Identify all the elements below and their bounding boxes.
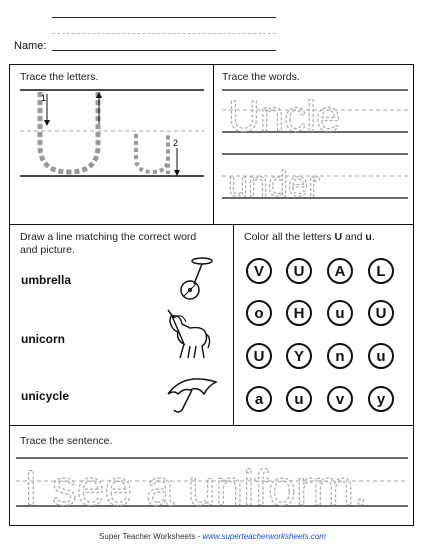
color-letters-prompt: Color all the letters U and u. <box>244 231 375 243</box>
letter-circle[interactable]: A <box>327 258 353 284</box>
footer-url-link[interactable]: www.superteacherworksheets.com <box>202 532 326 541</box>
letter-circle[interactable]: L <box>368 258 394 284</box>
footer: Super Teacher Worksheets - www.superteacherworksheets.com <box>99 532 326 541</box>
target-letter-upper: U <box>334 231 343 243</box>
unicycle-picture[interactable] <box>170 256 218 302</box>
word-tracing-area[interactable] <box>220 84 410 214</box>
letter-tracing-area[interactable] <box>12 84 210 194</box>
match-word-unicorn[interactable]: unicorn <box>21 332 65 346</box>
matching-prompt: Draw a line matching the correct word and picture. <box>20 231 197 256</box>
lower-u-outline <box>136 134 168 174</box>
upper-u-outline <box>40 92 98 172</box>
letter-circle[interactable]: v <box>327 386 353 412</box>
target-letter-lower: u <box>365 231 372 243</box>
letter-circle[interactable]: H <box>286 300 312 326</box>
name-guide-dashed-line <box>52 33 276 34</box>
letter-circle[interactable]: a <box>246 386 272 412</box>
name-writing-line[interactable] <box>52 50 276 51</box>
divider-horizontal-bottom <box>9 425 414 426</box>
footer-site-name: Super Teacher Worksheets <box>99 532 196 541</box>
letter-circle[interactable]: u <box>327 300 353 326</box>
letter-circle[interactable]: n <box>327 343 353 369</box>
letter-circle[interactable]: u <box>286 386 312 412</box>
sentence-tracing-area[interactable] <box>12 452 412 520</box>
trace-words-prompt: Trace the words. <box>222 71 300 83</box>
traced-sentence: I see a uniform. <box>24 460 368 516</box>
top-line <box>52 17 276 18</box>
divider-vertical-middle <box>233 224 234 425</box>
letter-circle[interactable]: U <box>246 343 272 369</box>
letter-circle[interactable]: u <box>368 343 394 369</box>
trace-sentence-prompt: Trace the sentence. <box>20 435 113 447</box>
letter-circle[interactable]: U <box>368 300 394 326</box>
name-label: Name: <box>14 40 47 52</box>
trace-letters-prompt: Trace the letters. <box>20 71 99 83</box>
letter-circle[interactable]: o <box>246 300 272 326</box>
letter-circle[interactable]: V <box>246 258 272 284</box>
letter-circle[interactable]: y <box>368 386 394 412</box>
letter-circle[interactable]: U <box>286 258 312 284</box>
unicorn-picture[interactable] <box>160 306 212 362</box>
traced-word-1: Uncle <box>228 92 341 141</box>
umbrella-picture[interactable] <box>164 372 220 416</box>
match-word-unicycle[interactable]: unicycle <box>21 389 70 403</box>
letter-circle[interactable]: Y <box>286 343 312 369</box>
traced-word-2: under <box>228 163 321 204</box>
stroke-number-1: 1 <box>41 93 47 103</box>
divider-vertical-top <box>213 64 214 224</box>
divider-horizontal-middle <box>9 224 414 225</box>
match-word-umbrella[interactable]: umbrella <box>21 273 72 287</box>
stroke-number-2: 2 <box>173 138 179 148</box>
